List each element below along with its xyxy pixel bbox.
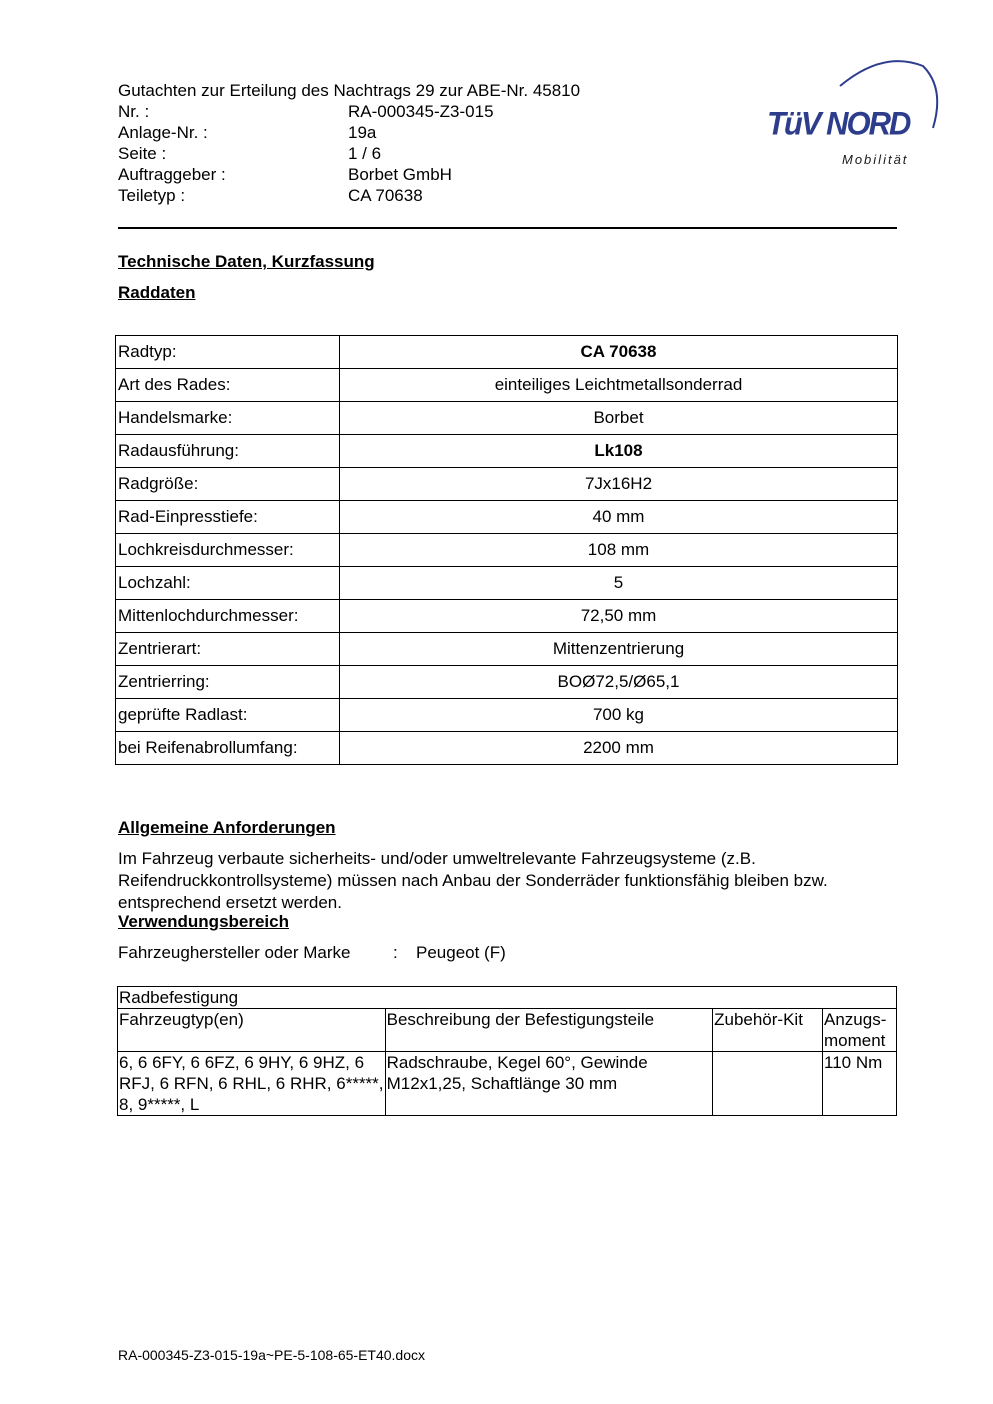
meta-value: 19a <box>348 123 377 142</box>
header-zubehoer-kit: Zubehör-Kit <box>713 1009 823 1052</box>
raddaten-value: 700 kg <box>340 699 898 732</box>
raddaten-label: Zentrierring: <box>116 666 340 699</box>
meta-value: 1 / 6 <box>348 144 382 163</box>
header-beschreibung: Beschreibung der Befestigungsteile <box>385 1009 712 1052</box>
meta-row <box>118 164 580 185</box>
raddaten-row <box>116 699 898 732</box>
raddaten-row <box>116 633 898 666</box>
meta-label: Auftraggeber : <box>118 165 226 184</box>
section-heading-technical: Technische Daten, Kurzfassung <box>118 252 375 271</box>
raddaten-label: Art des Rades: <box>116 369 340 402</box>
raddaten-label: Lochzahl: <box>116 567 340 600</box>
footer-filename: RA-000345-Z3-015-19a~PE-5-108-65-ET40.docx <box>118 1347 426 1363</box>
raddaten-label: Handelsmarke: <box>116 402 340 435</box>
raddaten-value: 5 <box>340 567 898 600</box>
vendor-line <box>118 943 506 963</box>
befestigung-caption-row <box>118 987 897 1009</box>
vendor-label: Fahrzeughersteller oder Marke <box>118 943 351 962</box>
raddaten-row <box>116 402 898 435</box>
header-anzugsmoment: Anzugs-moment <box>823 1009 897 1052</box>
raddaten-row <box>116 435 898 468</box>
logo-subtitle: Mobilität <box>842 152 909 167</box>
raddaten-value: 2200 mm <box>340 732 898 765</box>
meta-value: RA-000345-Z3-015 <box>348 102 494 121</box>
fahrzeugtypen-cell: 6, 6 6FY, 6 6FZ, 6 9HY, 6 9HZ, 6 RFJ, 6 RFN, 6 RHL, 6 RHR, 6*****, 8, 9*****, L <box>119 1053 384 1114</box>
raddaten-row <box>116 600 898 633</box>
requirements-paragraph: Im Fahrzeug verbaute sicherheits- und/oder umweltrelevante Fahrzeugsysteme (z.B. Reifendruckkontrollsysteme) müssen nach Anbau der Sonderräder funktionsfähig bleiben bzw. entsprechend ersetzt werden. <box>118 849 828 912</box>
raddaten-value: Borbet <box>340 402 898 435</box>
raddaten-row <box>116 567 898 600</box>
document-meta <box>118 101 580 206</box>
raddaten-row <box>116 732 898 765</box>
raddaten-label: Radgröße: <box>116 468 340 501</box>
raddaten-value: 108 mm <box>340 534 898 567</box>
raddaten-row <box>116 501 898 534</box>
raddaten-value: CA 70638 <box>340 336 898 369</box>
befestigung-row <box>118 1052 897 1116</box>
raddaten-label: Radtyp: <box>116 336 340 369</box>
vendor-value: Peugeot (F) <box>416 943 506 962</box>
anzugsmoment-cell: 110 Nm <box>823 1052 897 1116</box>
section-heading-requirements: Allgemeine Anforderungen <box>118 818 336 837</box>
meta-value: Borbet GmbH <box>348 165 452 184</box>
raddaten-label: bei Reifenabrollumfang: <box>116 732 340 765</box>
raddaten-row <box>116 468 898 501</box>
meta-label: Teiletyp : <box>118 186 186 205</box>
meta-row <box>118 122 580 143</box>
raddaten-row <box>116 369 898 402</box>
logo-brand-text: TüV NORD <box>767 105 910 142</box>
raddaten-value: 7Jx16H2 <box>340 468 898 501</box>
document-header <box>118 80 580 206</box>
meta-value: CA 70638 <box>348 186 423 205</box>
meta-row <box>118 143 580 164</box>
befestigung-header-row <box>118 1009 897 1052</box>
befestigung-table <box>117 986 897 1116</box>
befestigung-caption: Radbefestigung <box>118 987 897 1009</box>
vendor-separator: : <box>393 943 398 962</box>
raddaten-value: Mittenzentrierung <box>340 633 898 666</box>
raddaten-value: einteiliges Leichtmetallsonderrad <box>340 369 898 402</box>
raddaten-value: 40 mm <box>340 501 898 534</box>
meta-row <box>118 185 580 206</box>
tuv-nord-logo <box>765 58 940 173</box>
raddaten-value: 72,50 mm <box>340 600 898 633</box>
header-fahrzeugtyp: Fahrzeugtyp(en) <box>118 1009 386 1052</box>
beschreibung-cell: Radschraube, Kegel 60°, Gewinde M12x1,25, Schaftlänge 30 mm <box>385 1052 712 1116</box>
section-heading-usage: Verwendungsbereich <box>118 912 289 931</box>
raddaten-label: Mittenlochdurchmesser: <box>116 600 340 633</box>
raddaten-value: BOØ72,5/Ø65,1 <box>340 666 898 699</box>
raddaten-label: Zentrierart: <box>116 633 340 666</box>
meta-label: Nr. : <box>118 102 150 121</box>
raddaten-row <box>116 336 898 369</box>
raddaten-label: geprüfte Radlast: <box>116 699 340 732</box>
meta-label: Seite : <box>118 144 167 163</box>
raddaten-label: Rad-Einpresstiefe: <box>116 501 340 534</box>
section-heading-raddaten: Raddaten <box>118 283 196 302</box>
raddaten-value: Lk108 <box>340 435 898 468</box>
meta-row <box>118 101 580 122</box>
zubehoer-kit-cell <box>713 1052 823 1116</box>
header-divider <box>118 227 897 229</box>
raddaten-label: Lochkreisdurchmesser: <box>116 534 340 567</box>
raddaten-row <box>116 666 898 699</box>
meta-label: Anlage-Nr. : <box>118 123 208 142</box>
raddaten-row <box>116 534 898 567</box>
document-title: Gutachten zur Erteilung des Nachtrags 29 zur ABE-Nr. 45810 <box>118 81 581 100</box>
raddaten-table <box>115 335 898 765</box>
raddaten-label: Radausführung: <box>116 435 340 468</box>
